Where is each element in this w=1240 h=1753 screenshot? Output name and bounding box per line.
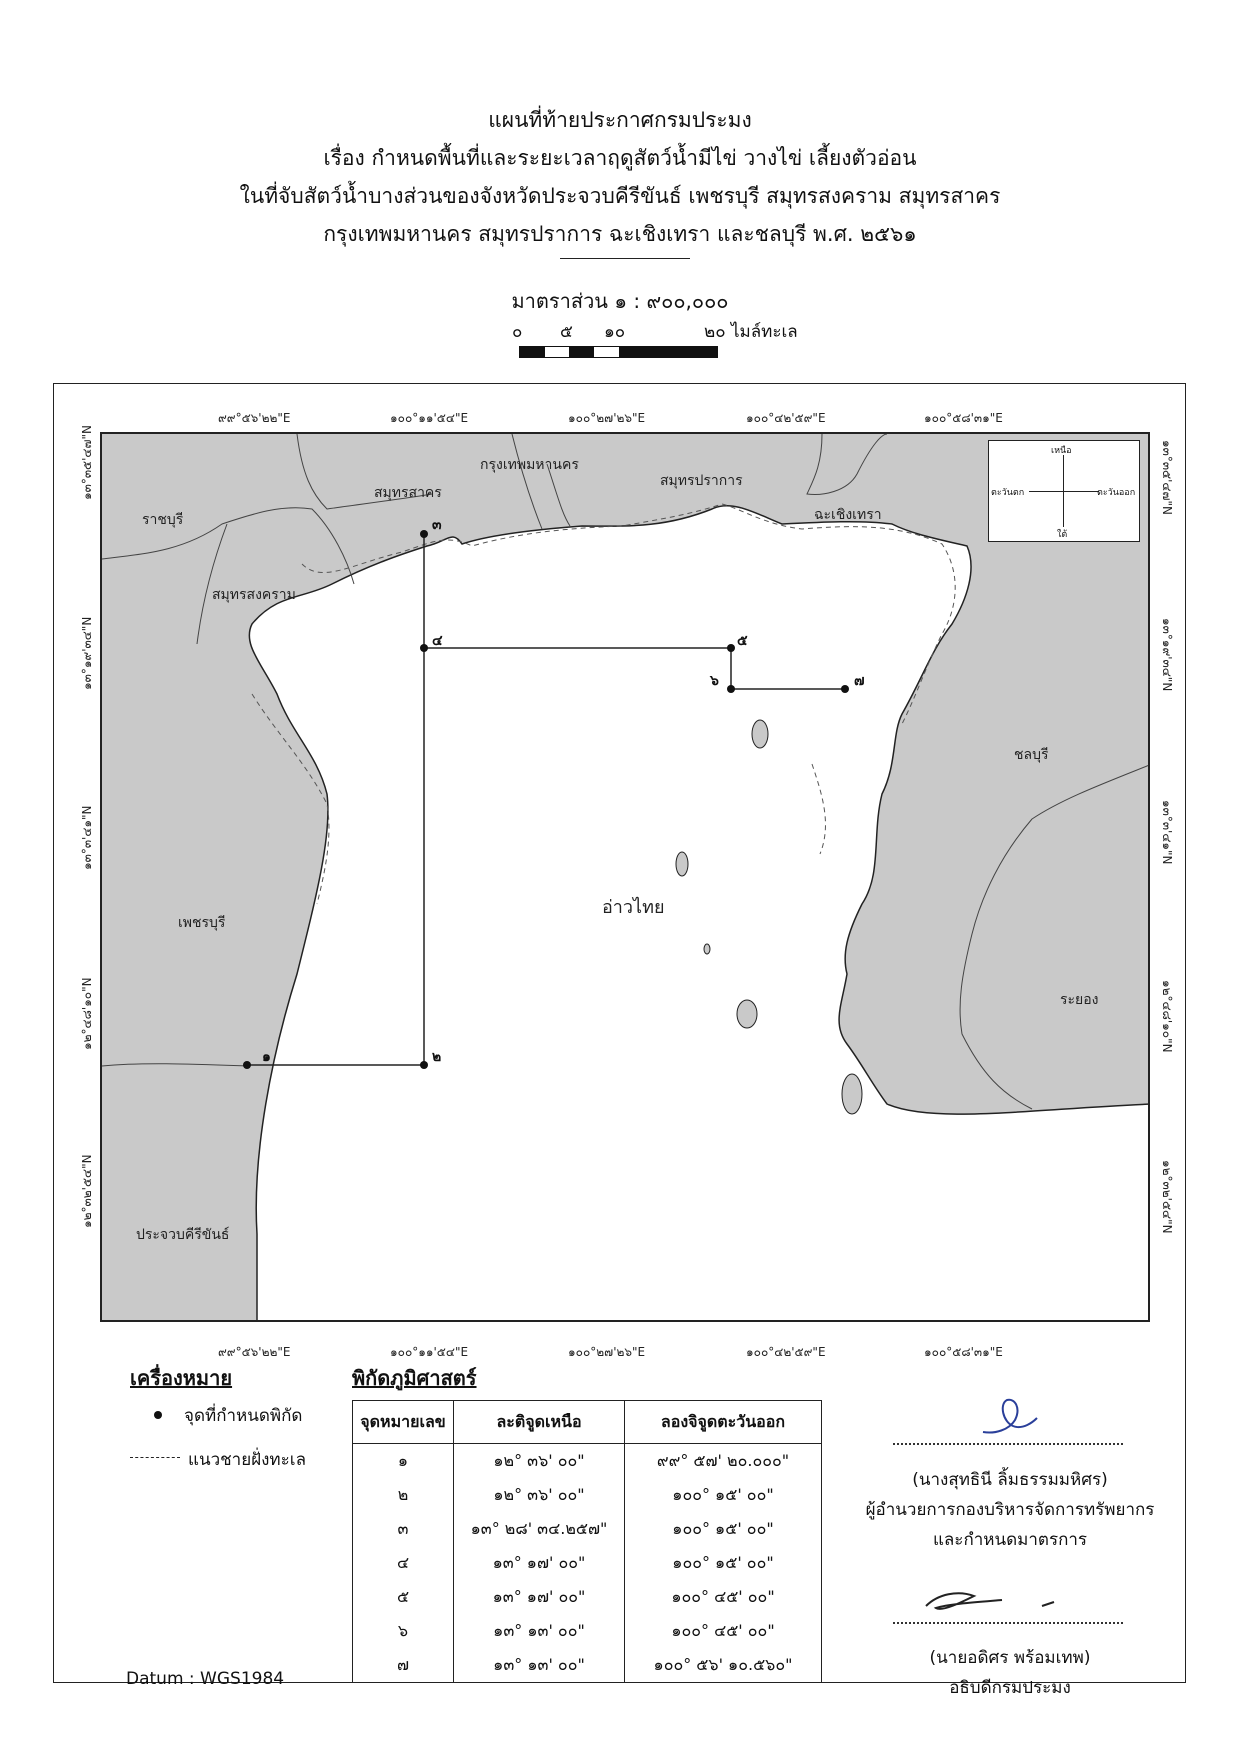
lon-label-bottom-1: ๙๙°๕๖'๒๒"E [218,1345,291,1359]
table-row [353,1478,822,1512]
lat-label-left-1: ๑๓°๓๕'๔๗"N [80,424,94,500]
point-marker-2 [420,1061,428,1069]
geo-cell: ๕ [353,1580,454,1614]
legend-shore-label: แนวชายฝั่งทะเล [188,1450,306,1470]
place-samut-songkhram: สมุทรสงคราม [212,587,296,603]
lat-label-left-3: ๑๓°๓'๔๑"N [80,805,94,870]
geo-header-lon: ลองจิจูดตะวันออก [625,1401,822,1444]
border-bangkok [512,434,542,529]
map-area[interactable] [100,432,1150,1322]
scalebar-labels [508,318,828,342]
lon-label-top-3: ๑๐๐°๒๗'๒๖"E [568,411,646,425]
signatory-2-title: อธิบดีกรมประมง [949,1678,1071,1698]
place-samut-sakhon: สมุทรสาคร [374,485,442,501]
title-line-2: เรื่อง กำหนดพื้นที่และระยะเวลาฤดูสัตว์น้ำมีไข่ วางไข่ เลี้ยงตัวอ่อน [323,146,917,170]
geo-cell: ๓ [353,1512,454,1546]
island-3 [737,1000,757,1028]
table-row [353,1444,822,1479]
lat-label-right-5: ๑๒°๓๒'๕๔"N [1160,1160,1174,1234]
point-label-3: ๓ [432,517,442,533]
place-chachoengsao: ฉะเชิงเทรา [814,507,882,523]
scale-bar [519,346,718,358]
point-marker-1 [243,1061,251,1069]
place-gulf-of-thailand: อ่าวไทย [602,897,665,918]
geo-cell: ๑๓° ๑๓' ๐๐" [454,1648,625,1683]
place-prachuap: ประจวบคีรีขันธ์ [136,1227,230,1243]
geo-cell: ๗ [353,1648,454,1683]
lat-label-right-1: ๑๓°๓๕'๔๗"N [1160,440,1174,516]
map-svg [102,434,1150,1322]
lat-label-left-5: ๑๒°๓๒'๕๔"N [80,1154,94,1228]
lat-label-right-4: ๑๒°๔๘'๑๐"N [1160,980,1174,1053]
lon-label-bottom-4: ๑๐๐°๔๒'๕๙"E [746,1345,826,1359]
scalebar-label-5: ๕ [560,322,573,342]
scalebar-label-0: ๐ [512,322,523,342]
datum-label: Datum : WGS1984 [126,1669,285,1689]
sea-area [249,506,1150,1322]
point-marker-5 [727,644,735,652]
point-label-5: ๕ [737,633,748,649]
point-marker-7 [841,685,849,693]
point-label-2: ๒ [432,1049,442,1065]
legend-shore-line [130,1457,180,1458]
border-rayong [960,764,1150,1109]
geo-table-header-row [353,1401,822,1444]
point-marker-6 [727,685,735,693]
geo-title: พิกัดภูมิศาสตร์ [352,1366,477,1390]
island-4 [842,1074,862,1114]
compass-west: ตะวันตก [991,488,1025,498]
point-marker-4 [420,644,428,652]
signature-2 [918,1582,1068,1622]
island-1 [752,720,768,748]
geo-cell: ๑๓° ๑๗' ๐๐" [454,1546,625,1580]
geo-cell: ๑๐๐° ๑๕' ๐๐" [625,1546,822,1580]
geo-cell: ๑๐๐° ๑๕' ๐๐" [625,1512,822,1546]
lon-label-top-2: ๑๐๐°๑๑'๕๔"E [390,411,469,425]
compass-east: ตะวันออก [1097,488,1136,498]
table-row [353,1614,822,1648]
lon-label-bottom-5: ๑๐๐°๕๘'๓๑"E [924,1345,1003,1359]
geo-cell: ๑๓° ๑๗' ๐๐" [454,1580,625,1614]
geo-cell: ๑๒° ๓๖' ๐๐" [454,1478,625,1512]
island-2 [676,852,688,876]
legend-shore [130,1446,306,1473]
geo-cell: ๑๒° ๓๖' ๐๐" [454,1444,625,1479]
lon-label-top-1: ๙๙°๕๖'๒๒"E [218,411,291,425]
lon-label-top-5: ๑๐๐°๕๘'๓๑"E [924,411,1003,425]
signature-1 [975,1392,1045,1442]
geo-cell: ๒ [353,1478,454,1512]
place-chonburi: ชลบุรี [1014,747,1049,763]
table-row [353,1648,822,1683]
geo-cell: ๑๐๐° ๔๕' ๐๐" [625,1580,822,1614]
scalebar-label-20: ๒๐ ไมล์ทะเล [704,322,798,342]
legend-title: เครื่องหมาย [130,1366,233,1390]
compass-box [988,440,1140,542]
signatory-1-title-1: ผู้อำนวยการกองบริหารจัดการทรัพยากร [865,1500,1155,1520]
title-underline [560,258,690,259]
lat-label-right-3: ๑๓°๓'๔๑"N [1160,800,1174,865]
geo-cell: ๑ [353,1444,454,1479]
compass-horizontal-line [1029,491,1099,492]
lat-label-right-2: ๑๓°๑๙'๓๔"N [1160,618,1174,692]
lon-label-bottom-2: ๑๐๐°๑๑'๕๔"E [390,1345,469,1359]
point-label-1: ๑ [262,1049,271,1065]
compass-north: เหนือ [1051,446,1072,456]
signature-line-1 [893,1443,1123,1445]
border-ratchaburi [102,508,354,584]
geo-cell: ๑๐๐° ๕๖' ๑๐.๕๖๐" [625,1648,822,1683]
title-line-4: กรุงเทพมหานคร สมุทรปราการ ฉะเชิงเทรา และชลบุรี พ.ศ. ๒๕๖๑ [323,222,917,246]
geo-cell: ๖ [353,1614,454,1648]
place-samut-prakan: สมุทรปราการ [660,473,743,489]
title-line-1: แผนที่ท้ายประกาศกรมประมง [488,108,752,132]
place-ratchaburi: ราชบุรี [142,512,184,528]
place-bangkok: กรุงเทพมหานคร [480,457,579,473]
scalebar-label-10: ๑๐ [604,322,626,342]
lon-label-top-4: ๑๐๐°๔๒'๕๙"E [746,411,826,425]
geo-cell: ๙๙° ๕๗' ๒๐.๐๐๐" [625,1444,822,1479]
title-line-3: ในที่จับสัตว์น้ำบางส่วนของจังหวัดประจวบคีรีขันธ์ เพชรบุรี สมุทรสงคราม สมุทรสาคร [239,184,1001,208]
point-marker-3 [420,530,428,538]
point-label-6: ๖ [710,673,719,689]
signatory-1-name: (นางสุทธินี ลิ้มธรรมมหิศร) [912,1470,1108,1490]
scale-ratio: มาตราส่วน ๑ : ๙๐๐,๐๐๐ [511,289,729,313]
island-5 [704,944,710,954]
geo-header-lat: ละติจูดเหนือ [454,1401,625,1444]
signatory-2-name: (นายอดิศร พร้อมเทพ) [929,1648,1091,1668]
legend-point [130,1402,302,1429]
signature-line-2 [893,1622,1123,1624]
legend-point-dot [154,1411,162,1419]
table-row [353,1580,822,1614]
geo-cell: ๑๐๐° ๔๕' ๐๐" [625,1614,822,1648]
geo-table [352,1400,822,1683]
legend-point-label: จุดที่กำหนดพิกัด [184,1406,303,1426]
table-row [353,1512,822,1546]
border-prachuap [102,1064,247,1066]
point-label-7: ๗ [854,673,865,689]
geo-cell: ๑๓° ๒๘' ๓๔.๒๕๗" [454,1512,625,1546]
point-label-4: ๔ [432,633,443,649]
geo-cell: ๑๓° ๑๓' ๐๐" [454,1614,625,1648]
lon-label-bottom-3: ๑๐๐°๒๗'๒๖"E [568,1345,646,1359]
lat-label-left-2: ๑๓°๑๙'๓๔"N [80,616,94,690]
compass-south: ใต้ [1057,530,1068,540]
border-chachoengsao [807,434,887,494]
geo-cell: ๔ [353,1546,454,1580]
geo-cell: ๑๐๐° ๑๕' ๐๐" [625,1478,822,1512]
geo-header-point: จุดหมายเลข [353,1401,454,1444]
signatory-1-title-2: และกำหนดมาตรการ [932,1530,1088,1550]
place-rayong: ระยอง [1060,992,1099,1008]
lat-label-left-4: ๑๒°๔๘'๑๐"N [80,977,94,1050]
table-row [353,1546,822,1580]
place-phetchaburi: เพชรบุรี [178,915,226,931]
